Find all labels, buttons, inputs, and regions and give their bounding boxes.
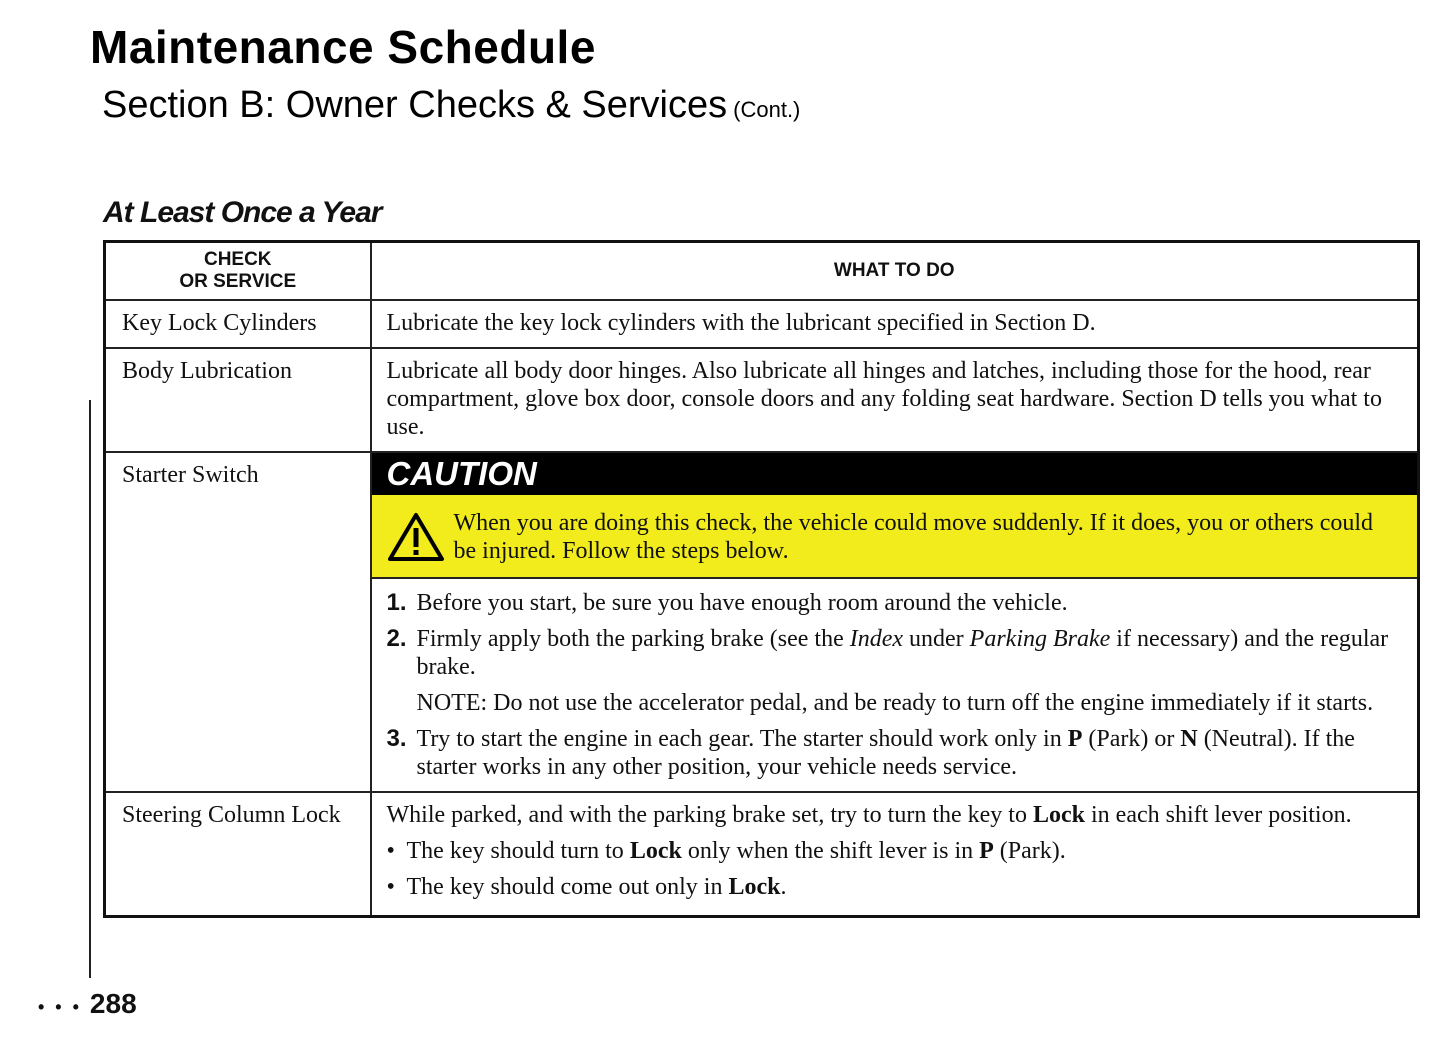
step-text-part: (Park) or bbox=[1082, 726, 1181, 752]
list-item bbox=[387, 873, 1404, 901]
step-text-part: if necessary) and the regular brake. bbox=[416, 626, 1389, 680]
footer-dots: • • • bbox=[38, 997, 82, 1017]
table-header-row bbox=[105, 242, 1419, 301]
page-footer bbox=[38, 988, 137, 1020]
text-part: The key should come out only in bbox=[406, 874, 729, 900]
maintenance-table bbox=[103, 240, 1420, 918]
note-text: NOTE: Do not use the accelerator pedal, and be ready to turn off the engine immediately if it starts. bbox=[416, 690, 1374, 716]
gear-p: P bbox=[1067, 726, 1083, 752]
step-text bbox=[417, 725, 1404, 781]
bullet-text bbox=[407, 873, 787, 901]
list-item bbox=[387, 725, 1404, 781]
row-check-steering-column-lock: Steering Column Lock bbox=[105, 792, 371, 917]
list-item bbox=[387, 837, 1404, 865]
step-number: 1. bbox=[386, 589, 407, 616]
gear-n: N bbox=[1180, 726, 1198, 752]
table-row bbox=[105, 452, 1419, 792]
row-todo-starter-switch bbox=[371, 452, 1419, 792]
table-row bbox=[105, 792, 1419, 917]
subtitle-text: Section B: Owner Checks & Services bbox=[102, 84, 728, 126]
step-text-part: Firmly apply both the parking brake (see the bbox=[416, 626, 850, 652]
starter-steps bbox=[372, 579, 1418, 791]
header-check-or-service: CHECK OR SERVICE bbox=[105, 242, 371, 301]
bullet-icon: • bbox=[386, 874, 395, 900]
table-row bbox=[105, 348, 1419, 452]
section-heading: At Least Once a Year bbox=[103, 196, 382, 229]
lock-word: Lock bbox=[629, 838, 682, 864]
step-text-part: Try to start the engine in each gear. The starter should work only in bbox=[416, 726, 1068, 752]
row-todo-key-lock: Lubricate the key lock cylinders with the lubricant specified in Section D. bbox=[371, 300, 1419, 348]
caution-text: When you are doing this check, the vehicle could move suddenly. If it does, you or others could be injured. Follow the steps below. bbox=[453, 510, 1374, 564]
step-text bbox=[417, 625, 1404, 681]
text-part: While parked, and with the parking brake set, try to turn the key to bbox=[386, 802, 1033, 828]
parking-brake-reference: Parking Brake bbox=[969, 626, 1111, 652]
row-todo-steering-column-lock bbox=[371, 792, 1419, 917]
page-title: Maintenance Schedule bbox=[90, 21, 596, 73]
text-part: (Park). bbox=[993, 838, 1066, 864]
index-reference: Index bbox=[849, 626, 904, 652]
warning-triangle-icon bbox=[386, 511, 446, 563]
margin-rule bbox=[89, 400, 91, 978]
steering-intro bbox=[387, 801, 1404, 829]
subtitle-cont: (Cont.) bbox=[733, 97, 801, 122]
lock-word: Lock bbox=[728, 874, 781, 900]
step-text: Before you start, be sure you have enough room around the vehicle. bbox=[416, 590, 1068, 616]
lock-word: Lock bbox=[1032, 802, 1085, 828]
text-part: only when the shift lever is in bbox=[681, 838, 980, 864]
step-text-part: (Neutral). If the starter works in any other position, your vehicle needs service. bbox=[416, 726, 1355, 780]
step-number: 2. bbox=[386, 625, 407, 652]
bullet-icon: • bbox=[386, 838, 395, 864]
text-part: . bbox=[780, 874, 787, 900]
row-check-starter-switch: Starter Switch bbox=[105, 452, 371, 792]
step-number: 3. bbox=[386, 725, 407, 752]
gear-p: P bbox=[979, 838, 994, 864]
row-todo-body-lubrication: Lubricate all body door hinges. Also lubricate all hinges and latches, including those for the hood, rear compartment, glove box door, console doors and any folding seat hardware. Section D tells you what to use. bbox=[371, 348, 1419, 452]
page-subtitle bbox=[102, 84, 800, 127]
list-item bbox=[387, 625, 1404, 681]
text-part: in each shift lever position. bbox=[1085, 802, 1352, 828]
page-number: 288 bbox=[89, 988, 137, 1019]
table-row bbox=[105, 300, 1419, 348]
bullet-text bbox=[407, 837, 1066, 865]
row-check-body-lubrication: Body Lubrication bbox=[105, 348, 371, 452]
text-part: The key should turn to bbox=[406, 838, 630, 864]
caution-box bbox=[372, 495, 1418, 579]
row-check-key-lock: Key Lock Cylinders bbox=[105, 300, 371, 348]
header-what-to-do: WHAT TO DO bbox=[371, 242, 1419, 301]
list-item bbox=[387, 589, 1404, 617]
step-text-part: under bbox=[903, 626, 970, 652]
caution-label: CAUTION bbox=[372, 453, 1418, 495]
